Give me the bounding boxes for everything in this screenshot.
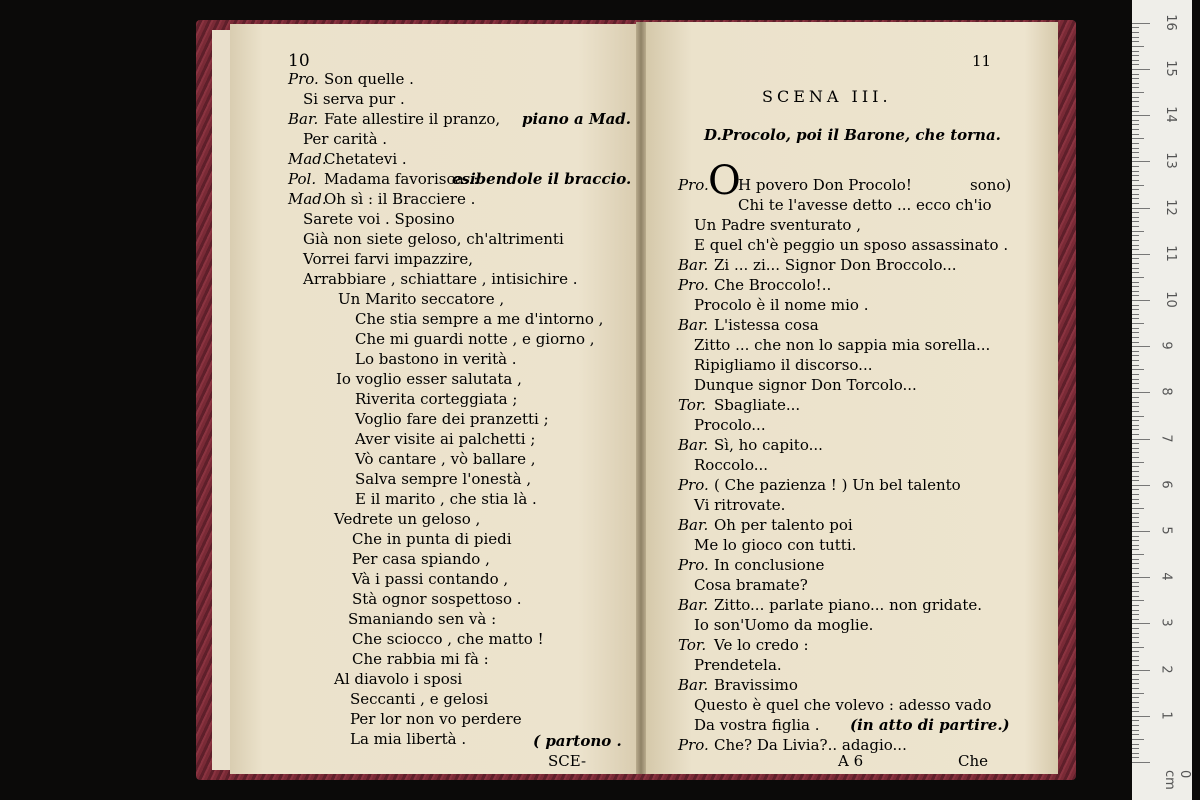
ruler-tick: [1132, 434, 1139, 435]
ruler-tick: [1132, 610, 1139, 611]
ruler-tick: [1132, 577, 1150, 578]
ruler-tick: [1132, 346, 1150, 347]
ruler-tick: [1132, 651, 1139, 652]
speaker-label: Pro.: [678, 736, 709, 754]
ruler-tick: [1132, 282, 1139, 283]
ruler-tick: [1132, 439, 1150, 440]
right-page-number: 11: [972, 52, 992, 70]
ruler-tick: [1132, 37, 1139, 38]
ruler-tick: [1132, 633, 1139, 634]
ruler-tick: [1132, 175, 1139, 176]
ruler-tick: [1132, 660, 1139, 661]
verse-line: Aver visite ai palchetti ;: [355, 430, 536, 448]
ruler-tick: [1132, 342, 1139, 343]
ruler-tick: [1132, 753, 1139, 754]
ruler-tick: [1132, 212, 1139, 213]
verse-line: Che stia sempre a me d'intorno ,: [355, 310, 604, 328]
ruler-tick: [1132, 87, 1139, 88]
ruler-tick: [1132, 679, 1139, 680]
ruler-tick: [1132, 688, 1139, 689]
verse-line: Dunque signor Don Torcolo...: [694, 376, 917, 394]
ruler-tick: [1132, 397, 1139, 398]
verse-line: Al diavolo i sposi: [334, 670, 463, 688]
speaker-label: Pro.: [678, 176, 709, 194]
ruler-tick: [1132, 101, 1139, 102]
verse-line: Và i passi contando ,: [352, 570, 509, 588]
signature-mark: A 6: [838, 752, 864, 770]
ruler-tick: [1132, 600, 1144, 601]
ruler-tick: [1132, 157, 1139, 158]
ruler-tick: [1132, 573, 1139, 574]
speaker-label: Bar.: [678, 596, 709, 614]
verse-line: Lo bastono in verità .: [355, 350, 517, 368]
verse-line: Io son'Uomo da moglie.: [694, 616, 874, 634]
ruler-number: 12: [1162, 198, 1178, 216]
verse-line: Arrabbiare , schiattare , intisichire .: [303, 270, 578, 288]
ruler-tick: [1132, 286, 1139, 287]
ruler-tick: [1132, 55, 1139, 56]
ruler-tick: [1132, 697, 1139, 698]
verse-line: Riverita corteggiata ;: [355, 390, 518, 408]
ruler-tick: [1132, 693, 1144, 694]
ruler-tick: [1132, 748, 1139, 749]
ruler-tick: [1132, 254, 1150, 255]
ruler-number: 2: [1158, 664, 1174, 674]
verse-line: Zitto ... che non lo sappia mia sorella...: [694, 336, 991, 354]
ruler-tick: [1132, 124, 1139, 125]
ruler-tick: [1132, 115, 1150, 116]
ruler-tick: [1132, 337, 1139, 338]
ruler-tick: [1132, 189, 1139, 190]
verse-line: Per carità .: [303, 130, 388, 148]
dialogue-line: Fate allestire il pranzo,: [324, 110, 501, 128]
ruler-tick: [1132, 379, 1139, 380]
ruler-tick: [1132, 198, 1139, 199]
ruler-tick: [1132, 129, 1139, 130]
ruler-number: 10: [1162, 291, 1178, 308]
ruler-tick: [1132, 517, 1139, 518]
ruler-tick: [1132, 120, 1139, 121]
dialogue-line: Che? Da Livia?.. adagio...: [714, 736, 907, 754]
ruler-tick: [1132, 494, 1139, 495]
ruler-tick: [1132, 540, 1139, 541]
speaker-label: Bar.: [678, 256, 709, 274]
ruler-tick: [1132, 485, 1150, 486]
dialogue-line: Zitto... parlate piano... non gridate.: [714, 596, 982, 614]
ruler-tick: [1132, 628, 1139, 629]
dialogue-line: Ve lo credo :: [714, 636, 809, 654]
ruler-tick: [1132, 83, 1139, 84]
speaker-label: Pro.: [288, 70, 319, 88]
verse-line: Ripigliamo il discorso...: [694, 356, 873, 374]
ruler-unit-label: 0 cm: [1162, 770, 1192, 790]
verse-line: Che rabbia mi fà :: [352, 650, 489, 668]
verse-line: Vi ritrovate.: [694, 496, 786, 514]
ruler-tick: [1132, 665, 1139, 666]
verse-line: Per lor non vo perdere: [350, 710, 522, 728]
ruler-tick: [1132, 97, 1139, 98]
verse-line: Cosa bramate?: [694, 576, 808, 594]
ruler-tick: [1132, 134, 1139, 135]
verse-line: Procolo è il nome mio .: [694, 296, 869, 314]
ruler-tick: [1132, 623, 1150, 624]
verse-line: Smaniando sen và :: [348, 610, 497, 628]
catchword: Che: [958, 752, 989, 770]
ruler-tick: [1132, 420, 1139, 421]
ruler-tick: [1132, 586, 1139, 587]
stage-direction: ( partono .: [533, 732, 622, 750]
verse-line: Prendetela.: [694, 656, 782, 674]
ruler-tick: [1132, 457, 1139, 458]
verse-line: Salva sempre l'onestà ,: [355, 470, 532, 488]
dialogue-line: In conclusione: [714, 556, 825, 574]
verse-line: Vò cantare , vò ballare ,: [355, 450, 536, 468]
verse-line: Che in punta di piedi: [352, 530, 512, 548]
ruler-tick: [1132, 69, 1150, 70]
ruler-tick: [1132, 513, 1139, 514]
ruler-tick: [1132, 46, 1144, 47]
dialogue-line: Madama favorisca..:: [324, 170, 479, 188]
ruler-tick: [1132, 263, 1139, 264]
ruler-tick: [1132, 194, 1139, 195]
ruler-tick: [1132, 328, 1139, 329]
ruler-tick: [1132, 388, 1139, 389]
speaker-label: Pol.: [288, 170, 317, 188]
ruler-number: 6: [1158, 480, 1174, 489]
verse-line: Che sciocco , che matto !: [352, 630, 544, 648]
ruler-tick: [1132, 526, 1139, 527]
ruler-tick: [1132, 730, 1139, 731]
dialogue-line: Oh sì : il Bracciere .: [324, 190, 476, 208]
ruler-tick: [1132, 702, 1139, 703]
ruler-tick: [1132, 249, 1139, 250]
dialogue-line: Chetatevi .: [324, 150, 407, 168]
ruler-tick: [1132, 369, 1144, 370]
ruler-tick: [1132, 78, 1139, 79]
ruler-tick: [1132, 489, 1139, 490]
ruler-tick: [1132, 41, 1139, 42]
verse-line: Io voglio esser salutata ,: [336, 370, 522, 388]
ruler-tick: [1132, 429, 1139, 430]
ruler-number: 9: [1158, 341, 1174, 350]
ruler-number: 3: [1158, 618, 1174, 628]
stage-direction: esibendole il braccio.: [452, 170, 632, 188]
ruler-tick: [1132, 231, 1144, 232]
ruler-tick: [1132, 161, 1150, 162]
ruler-tick: [1132, 591, 1139, 592]
ruler-tick: [1132, 670, 1150, 671]
verse-line: Seccanti , e gelosi: [350, 690, 489, 708]
ruler-number: 15: [1162, 60, 1178, 77]
left-page-number: 10: [288, 51, 310, 71]
ruler-tick: [1132, 272, 1139, 273]
speaker-label: Pro.: [678, 476, 709, 494]
ruler-tick: [1132, 725, 1139, 726]
ruler-tick: [1132, 221, 1139, 222]
ruler-tick: [1132, 138, 1144, 139]
ruler-tick: [1132, 143, 1139, 144]
ruler-tick: [1132, 443, 1139, 444]
ruler-tick: [1132, 568, 1139, 569]
speaker-label: Bar.: [288, 110, 319, 128]
speaker-label: Pro.: [678, 556, 709, 574]
ruler-tick: [1132, 416, 1144, 417]
dialogue-line: H povero Don Procolo!: [738, 176, 912, 194]
ruler-tick: [1132, 452, 1139, 453]
drop-cap: O: [708, 158, 741, 204]
scene-subheading: D.Procolo, poi il Barone, che torna.: [704, 126, 1001, 144]
ruler-tick: [1132, 448, 1139, 449]
ruler-tick: [1132, 51, 1139, 52]
ruler-number: 5: [1158, 526, 1174, 535]
verse-line: Roccolo...: [694, 456, 769, 474]
speaker-label: Bar.: [678, 516, 709, 534]
ruler-tick: [1132, 554, 1144, 555]
ruler-tick: [1132, 300, 1150, 301]
ruler-number: 14: [1162, 106, 1178, 123]
speaker-label: Tor.: [678, 636, 707, 654]
dialogue-line: Che Broccolo!..: [714, 276, 832, 294]
verse-line: E quel ch'è peggio un sposo assassinato .: [694, 236, 1009, 254]
verse-line: Un Padre sventurato ,: [694, 216, 861, 234]
ruler-tick: [1132, 656, 1139, 657]
ruler-tick: [1132, 711, 1139, 712]
ruler-tick: [1132, 203, 1139, 204]
ruler-tick: [1132, 235, 1139, 236]
verse-line: Sarete voi . Sposino: [303, 210, 455, 228]
dialogue-line: ( Che pazienza ! ) Un bel talento: [714, 476, 961, 494]
ruler-tick: [1132, 619, 1139, 620]
verse-line: Questo è quel che volevo : adesso vado: [694, 696, 992, 714]
ruler-tick: [1132, 716, 1150, 717]
ruler-tick: [1132, 559, 1139, 560]
ruler-tick: [1132, 411, 1139, 412]
ruler-tick: [1132, 466, 1139, 467]
ruler-tick: [1132, 383, 1139, 384]
ruler-tick: [1132, 277, 1144, 278]
dialogue-line: Zi ... zi... Signor Don Broccolo...: [714, 256, 957, 274]
ruler-tick: [1132, 762, 1150, 763]
ruler-tick: [1132, 508, 1144, 509]
ruler-tick: [1132, 295, 1139, 296]
stage-direction: piano a Mad.: [522, 110, 632, 128]
stage-direction: (in atto di partire.): [850, 716, 1010, 734]
ruler-tick: [1132, 476, 1139, 477]
ruler-tick: [1132, 258, 1139, 259]
ruler-tick: [1132, 323, 1144, 324]
speaker-label: Bar.: [678, 316, 709, 334]
ruler-tick: [1132, 734, 1139, 735]
ruler-tick: [1132, 309, 1139, 310]
catchword: SCE-: [548, 752, 587, 770]
ruler-tick: [1132, 355, 1139, 356]
ruler-tick: [1132, 64, 1139, 65]
ruler-tick: [1132, 106, 1139, 107]
ruler-tick: [1132, 185, 1144, 186]
ruler-tick: [1132, 642, 1139, 643]
ruler-tick: [1132, 647, 1144, 648]
ruler-tick: [1132, 268, 1139, 269]
ruler-tick: [1132, 480, 1139, 481]
ruler-tick: [1132, 471, 1139, 472]
dialogue-line: Oh per talento poi: [714, 516, 853, 534]
verse-line: Per casa spiando ,: [352, 550, 490, 568]
ruler-tick: [1132, 402, 1139, 403]
verse-line: Voglio fare dei pranzetti ;: [355, 410, 549, 428]
ruler-tick: [1132, 74, 1139, 75]
ruler-tick: [1132, 392, 1150, 393]
ruler-tick: [1132, 351, 1139, 352]
verse-line: Che mi guardi notte , e giorno ,: [355, 330, 595, 348]
ruler-tick: [1132, 720, 1139, 721]
dialogue-line: Bravissimo: [714, 676, 798, 694]
ruler-number: 1: [1158, 711, 1174, 720]
ruler-tick: [1132, 148, 1139, 149]
ruler-tick: [1132, 757, 1139, 758]
speaker-label: Pro.: [678, 276, 709, 294]
dialogue-line: Sì, ho capito...: [714, 436, 823, 454]
verse-line: sono): [970, 176, 1012, 194]
ruler-tick: [1132, 152, 1139, 153]
ruler-tick: [1132, 291, 1139, 292]
ruler-tick: [1132, 549, 1139, 550]
speaker-label: Bar.: [678, 676, 709, 694]
ruler-tick: [1132, 245, 1139, 246]
ruler-number: 13: [1162, 152, 1178, 170]
verse-line: Me lo gioco con tutti.: [694, 536, 857, 554]
speaker-label: Mad.: [288, 190, 327, 208]
ruler-tick: [1132, 637, 1139, 638]
ruler-tick: [1132, 217, 1139, 218]
ruler-tick: [1132, 32, 1139, 33]
ruler-tick: [1132, 683, 1139, 684]
ruler-tick: [1132, 226, 1139, 227]
ruler-tick: [1132, 60, 1139, 61]
ruler-tick: [1132, 425, 1139, 426]
ruler-tick: [1132, 545, 1139, 546]
ruler-tick: [1132, 563, 1139, 564]
ruler-number: 11: [1162, 245, 1178, 262]
ruler-tick: [1132, 111, 1139, 112]
verse-line: E il marito , che stia là .: [355, 490, 537, 508]
ruler-tick: [1132, 166, 1139, 167]
ruler-tick: [1132, 360, 1139, 361]
ruler-tick: [1132, 582, 1139, 583]
ruler-tick: [1132, 406, 1139, 407]
dialogue-line: Son quelle .: [324, 70, 414, 88]
speaker-label: Mad.: [288, 150, 327, 168]
ruler-tick: [1132, 531, 1150, 532]
measuring-ruler: [1132, 0, 1192, 800]
ruler-tick: [1132, 23, 1150, 24]
ruler-tick: [1132, 674, 1139, 675]
ruler-tick: [1132, 365, 1139, 366]
ruler-tick: [1132, 614, 1139, 615]
ruler-tick: [1132, 171, 1139, 172]
ruler-tick: [1132, 503, 1139, 504]
ruler-tick: [1132, 314, 1139, 315]
speaker-label: Tor.: [678, 396, 707, 414]
verse-line: La mia libertà .: [350, 730, 467, 748]
verse-line: Un Marito seccatore ,: [338, 290, 505, 308]
ruler-tick: [1132, 305, 1139, 306]
ruler-tick: [1132, 27, 1139, 28]
ruler-tick: [1132, 180, 1139, 181]
ruler-tick: [1132, 739, 1144, 740]
ruler-tick: [1132, 596, 1139, 597]
ruler-tick: [1132, 605, 1139, 606]
ruler-tick: [1132, 707, 1139, 708]
verse-line: Chi te l'avesse detto ... ecco ch'io: [738, 196, 992, 214]
ruler-tick: [1132, 744, 1139, 745]
ruler-tick: [1132, 499, 1139, 500]
scene-heading: SCENA III.: [762, 87, 892, 106]
ruler-tick: [1132, 462, 1144, 463]
book-gutter: [636, 22, 646, 774]
speaker-label: Bar.: [678, 436, 709, 454]
verse-line: Da vostra figlia .: [694, 716, 820, 734]
verse-line: Vedrete un geloso ,: [334, 510, 481, 528]
verse-line: Già non siete geloso, ch'altrimenti: [303, 230, 564, 248]
verse-line: Procolo...: [694, 416, 766, 434]
verse-line: Vorrei farvi impazzire,: [303, 250, 473, 268]
ruler-tick: [1132, 536, 1139, 537]
verse-line: Stà ognor sospettoso .: [352, 590, 522, 608]
ruler-number: 16: [1162, 14, 1178, 31]
ruler-number: 7: [1158, 433, 1174, 443]
dialogue-line: Sbagliate...: [714, 396, 801, 414]
verse-line: Si serva pur .: [303, 90, 405, 108]
ruler-tick: [1132, 374, 1139, 375]
ruler-tick: [1132, 318, 1139, 319]
ruler-tick: [1132, 240, 1139, 241]
ruler-tick: [1132, 208, 1150, 209]
ruler-number: 4: [1158, 572, 1174, 581]
ruler-tick: [1132, 332, 1139, 333]
ruler-number: 8: [1158, 387, 1174, 397]
ruler-tick: [1132, 522, 1139, 523]
ruler-tick: [1132, 92, 1144, 93]
dialogue-line: L'istessa cosa: [714, 316, 819, 334]
